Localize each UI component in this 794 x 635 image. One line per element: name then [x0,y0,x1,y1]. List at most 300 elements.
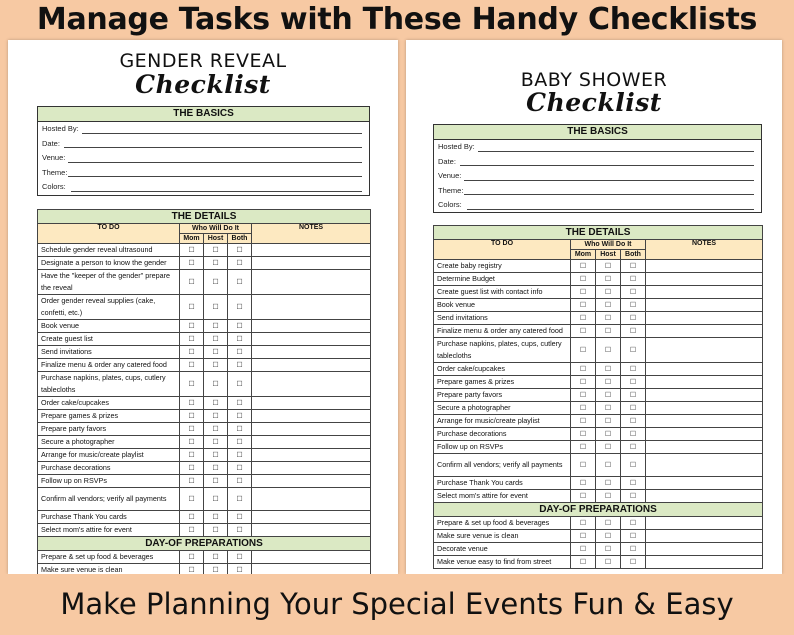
checkbox-both[interactable]: ☐ [621,415,646,428]
notes-cell[interactable] [252,436,371,449]
task-label: Confirm all vendors; verify all payments [434,454,571,477]
task-row [38,359,371,372]
task-label: Order cake/cupcakes [38,397,180,410]
checkbox-host[interactable]: ☐ [204,551,228,564]
task-row [434,543,763,556]
notes-cell[interactable] [646,402,763,415]
task-label: Select mom's attire for event [38,524,180,537]
column-notes: NOTES [646,240,763,260]
checkbox-both[interactable]: ☐ [228,410,252,423]
task-label: Prepare party favors [434,389,571,402]
task-row [434,338,763,363]
notes-cell[interactable] [252,359,371,372]
notes-cell[interactable] [252,511,371,524]
task-row [434,556,763,569]
checkbox-host[interactable]: ☐ [596,543,621,556]
task-row [434,517,763,530]
notes-cell[interactable] [252,320,371,333]
task-label: Order cake/cupcakes [434,363,571,376]
column-notes: NOTES [252,224,371,244]
notes-cell[interactable] [646,556,763,569]
checkbox-host[interactable]: ☐ [596,286,621,299]
task-label: Secure a photographer [38,436,180,449]
task-label: Select mom's attire for event [434,490,571,503]
task-label: Arrange for music/create playlist [434,415,571,428]
notes-cell[interactable] [252,475,371,488]
checkbox-both[interactable]: ☐ [228,397,252,410]
column-both: Both [621,250,646,260]
task-label: Prepare party favors [38,423,180,436]
notes-cell[interactable] [252,244,371,257]
checkbox-mom[interactable]: ☐ [180,551,204,564]
checkbox-host[interactable]: ☐ [204,295,228,320]
checkbox-both[interactable]: ☐ [621,260,646,273]
notes-cell[interactable] [646,312,763,325]
task-row [38,488,371,511]
task-label: Schedule gender reveal ultrasound [38,244,180,257]
notes-cell[interactable] [252,449,371,462]
checkbox-mom[interactable]: ☐ [571,454,596,477]
notes-cell[interactable] [646,286,763,299]
checkbox-host[interactable]: ☐ [204,397,228,410]
checkbox-mom[interactable]: ☐ [571,260,596,273]
task-row [434,325,763,338]
notes-cell[interactable] [252,257,371,270]
task-label: Create baby registry [434,260,571,273]
checkbox-host[interactable]: ☐ [596,490,621,503]
checkbox-host[interactable]: ☐ [204,564,228,575]
notes-cell[interactable] [646,490,763,503]
task-row [434,389,763,402]
checkbox-mom[interactable]: ☐ [180,270,204,295]
sheet-title-script: Checklist [526,88,662,117]
checkbox-mom[interactable]: ☐ [180,397,204,410]
notes-cell[interactable] [646,325,763,338]
notes-cell[interactable] [646,260,763,273]
notes-cell[interactable] [252,410,371,423]
details-table [433,225,763,569]
task-row [38,372,371,397]
checkbox-both[interactable]: ☐ [228,551,252,564]
notes-cell[interactable] [646,454,763,477]
task-row [38,436,371,449]
checkbox-mom[interactable]: ☐ [571,338,596,363]
task-label: Secure a photographer [434,402,571,415]
checkbox-mom[interactable]: ☐ [180,359,204,372]
task-row [38,449,371,462]
basics-field-label: Venue: [42,153,66,162]
checkbox-both[interactable]: ☐ [228,436,252,449]
checkbox-mom[interactable]: ☐ [571,325,596,338]
gender-reveal-checklist-sheet [8,40,398,574]
checkbox-host[interactable]: ☐ [596,338,621,363]
notes-cell[interactable] [252,295,371,320]
checkbox-host[interactable]: ☐ [596,389,621,402]
checkbox-host[interactable]: ☐ [596,415,621,428]
basics-field-label: Date: [438,156,456,166]
checkbox-host[interactable]: ☐ [204,524,228,537]
checkbox-mom[interactable]: ☐ [571,299,596,312]
checkbox-mom[interactable]: ☐ [571,389,596,402]
notes-cell[interactable] [646,543,763,556]
task-row [38,475,371,488]
task-label: Prepare games & prizes [434,376,571,389]
checkbox-mom[interactable]: ☐ [571,428,596,441]
checkbox-mom[interactable]: ☐ [180,346,204,359]
task-label: Send invitations [38,346,180,359]
checkbox-host[interactable]: ☐ [596,428,621,441]
checkbox-mom[interactable]: ☐ [180,257,204,270]
checkbox-host[interactable]: ☐ [204,333,228,346]
checkbox-both[interactable]: ☐ [621,441,646,454]
checkbox-mom[interactable]: ☐ [571,312,596,325]
task-row [434,428,763,441]
checkbox-both[interactable]: ☐ [621,363,646,376]
notes-cell[interactable] [252,524,371,537]
task-row [434,530,763,543]
checkbox-both[interactable]: ☐ [228,244,252,257]
basics-field-label: Theme: [438,185,464,195]
details-heading: THE DETAILS [434,226,763,240]
checkbox-mom[interactable]: ☐ [571,543,596,556]
task-row [434,260,763,273]
checkbox-mom[interactable]: ☐ [180,436,204,449]
checkbox-mom[interactable]: ☐ [571,517,596,530]
checkbox-host[interactable]: ☐ [204,257,228,270]
checkbox-both[interactable]: ☐ [621,299,646,312]
notes-cell[interactable] [252,551,371,564]
checkbox-both[interactable]: ☐ [228,359,252,372]
task-label: Purchase napkins, plates, cups, cutlery tablecloths [38,372,180,397]
checkbox-both[interactable]: ☐ [621,490,646,503]
column-mom: Mom [571,250,596,260]
checkbox-host[interactable]: ☐ [204,436,228,449]
checkbox-mom[interactable]: ☐ [180,462,204,475]
checkbox-both[interactable]: ☐ [228,475,252,488]
checkbox-both[interactable]: ☐ [621,517,646,530]
basics-field [38,137,369,152]
task-label: Order gender reveal supplies (cake, confetti, etc.) [38,295,180,320]
checkbox-host[interactable]: ☐ [204,372,228,397]
checkbox-host[interactable]: ☐ [204,359,228,372]
basics-field-label: Date: [42,138,60,148]
checkbox-both[interactable]: ☐ [228,320,252,333]
checkbox-mom[interactable]: ☐ [180,320,204,333]
checkbox-mom[interactable]: ☐ [180,449,204,462]
task-row [434,477,763,490]
task-row [38,511,371,524]
column-todo: TO DO [434,240,571,260]
task-label: Create guest list [38,333,180,346]
checkbox-host[interactable]: ☐ [596,517,621,530]
task-label: Create guest list with contact info [434,286,571,299]
checkbox-both[interactable]: ☐ [228,462,252,475]
checkbox-host[interactable]: ☐ [596,441,621,454]
checkbox-host[interactable]: ☐ [596,312,621,325]
checkbox-host[interactable]: ☐ [204,320,228,333]
checkbox-host[interactable]: ☐ [204,449,228,462]
basics-box [433,124,762,213]
notes-cell[interactable] [252,564,371,575]
sheet-title-script: Checklist [135,70,271,99]
details-heading: THE DETAILS [38,210,371,224]
task-label: Finalize menu & order any catered food [434,325,571,338]
checkbox-mom[interactable]: ☐ [180,295,204,320]
checkbox-both[interactable]: ☐ [621,389,646,402]
task-label: Make sure venue is clean [38,564,180,575]
footer-tagline: Make Planning Your Special Events Fun & Easy [0,574,794,635]
checkbox-host[interactable]: ☐ [596,325,621,338]
basics-heading: THE BASICS [434,125,761,140]
checkbox-both[interactable]: ☐ [621,543,646,556]
checkbox-both[interactable]: ☐ [621,402,646,415]
sheet-title: GENDER REVEAL [119,50,287,72]
dayof-heading: DAY-OF PREPARATIONS [38,537,371,551]
checkbox-both[interactable]: ☐ [228,423,252,436]
checkbox-host[interactable]: ☐ [596,477,621,490]
checkbox-both[interactable]: ☐ [228,564,252,575]
task-row [38,423,371,436]
task-row [434,376,763,389]
checkbox-both[interactable]: ☐ [228,372,252,397]
basics-field-line[interactable] [467,209,754,210]
notes-cell[interactable] [252,372,371,397]
basics-field [38,180,369,195]
task-label: Decorate venue [434,543,571,556]
notes-cell[interactable] [252,488,371,511]
checkbox-both[interactable]: ☐ [228,257,252,270]
notes-cell[interactable] [646,376,763,389]
column-who-will-do-it: Who Will Do It [180,224,252,234]
basics-box [37,106,370,196]
basics-field-line[interactable] [460,165,754,166]
basics-field-line[interactable] [68,176,362,177]
task-label: Have the "keeper of the gender" prepare the reveal [38,270,180,295]
task-label: Send invitations [434,312,571,325]
basics-field [38,166,369,181]
task-row [38,564,371,575]
task-label: Designate a person to know the gender [38,257,180,270]
checkbox-mom[interactable]: ☐ [180,475,204,488]
checkbox-both[interactable]: ☐ [621,530,646,543]
basics-field [434,140,761,155]
task-label: Finalize menu & order any catered food [38,359,180,372]
headline: Manage Tasks with These Handy Checklists [36,2,758,37]
checkbox-host[interactable]: ☐ [596,530,621,543]
task-label: Arrange for music/create playlist [38,449,180,462]
checkbox-mom[interactable]: ☐ [571,441,596,454]
task-row [38,551,371,564]
checkbox-host[interactable]: ☐ [204,462,228,475]
checkbox-mom[interactable]: ☐ [180,511,204,524]
task-row [434,454,763,477]
column-host: Host [596,250,621,260]
notes-cell[interactable] [646,338,763,363]
task-row [38,270,371,295]
task-label: Prepare games & prizes [38,410,180,423]
basics-field-line[interactable] [68,162,362,163]
notes-cell[interactable] [252,270,371,295]
task-row [434,441,763,454]
task-row [38,257,371,270]
checkbox-host[interactable]: ☐ [204,346,228,359]
checkbox-both[interactable]: ☐ [621,338,646,363]
checkbox-both[interactable]: ☐ [228,270,252,295]
checkbox-both[interactable]: ☐ [621,325,646,338]
task-label: Prepare & set up food & beverages [38,551,180,564]
task-row [434,363,763,376]
task-row [434,286,763,299]
checkbox-mom[interactable]: ☐ [571,556,596,569]
task-row [434,402,763,415]
checkbox-mom[interactable]: ☐ [180,410,204,423]
checkbox-both[interactable]: ☐ [228,511,252,524]
basics-field-label: Theme: [42,167,68,177]
basics-field [434,184,761,199]
task-label: Confirm all vendors; verify all payments [38,488,180,511]
notes-cell[interactable] [252,423,371,436]
checkbox-mom[interactable]: ☐ [571,363,596,376]
task-label: Purchase Thank You cards [434,477,571,490]
basics-field-line[interactable] [478,151,754,152]
basics-field [38,122,369,137]
checkbox-host[interactable]: ☐ [596,454,621,477]
notes-cell[interactable] [646,517,763,530]
checkbox-mom[interactable]: ☐ [571,415,596,428]
checkbox-both[interactable]: ☐ [228,333,252,346]
basics-field [434,169,761,184]
checkbox-host[interactable]: ☐ [204,244,228,257]
checkbox-host[interactable]: ☐ [204,410,228,423]
task-label: Follow up on RSVPs [434,441,571,454]
checkbox-both[interactable]: ☐ [228,488,252,511]
checkbox-mom[interactable]: ☐ [180,564,204,575]
checkbox-host[interactable]: ☐ [204,511,228,524]
notes-cell[interactable] [646,441,763,454]
task-label: Make sure venue is clean [434,530,571,543]
task-label: Purchase decorations [434,428,571,441]
task-label: Purchase Thank You cards [38,511,180,524]
task-row [434,415,763,428]
notes-cell[interactable] [646,273,763,286]
notes-cell[interactable] [646,299,763,312]
checkbox-host[interactable]: ☐ [596,556,621,569]
task-row [38,462,371,475]
basics-field-label: Colors: [438,200,462,209]
checkbox-mom[interactable]: ☐ [180,333,204,346]
checkbox-host[interactable]: ☐ [596,299,621,312]
notes-cell[interactable] [252,333,371,346]
checkbox-host[interactable]: ☐ [596,376,621,389]
basics-field-label: Hosted By: [438,142,475,151]
checkbox-mom[interactable]: ☐ [180,488,204,511]
task-label: Prepare & set up food & beverages [434,517,571,530]
checkbox-mom[interactable]: ☐ [571,273,596,286]
task-row [38,295,371,320]
checkbox-both[interactable]: ☐ [228,449,252,462]
checkbox-host[interactable]: ☐ [596,363,621,376]
checkbox-both[interactable]: ☐ [621,273,646,286]
checkbox-mom[interactable]: ☐ [571,477,596,490]
notes-cell[interactable] [646,389,763,402]
basics-field [434,155,761,170]
notes-cell[interactable] [252,397,371,410]
checkbox-both[interactable]: ☐ [621,477,646,490]
basics-field-line[interactable] [464,194,754,195]
checkbox-both[interactable]: ☐ [621,376,646,389]
checkbox-mom[interactable]: ☐ [180,423,204,436]
notes-cell[interactable] [646,477,763,490]
checkbox-host[interactable]: ☐ [204,423,228,436]
checkbox-host[interactable]: ☐ [204,475,228,488]
task-row [434,299,763,312]
basics-field-line[interactable] [71,191,362,192]
column-who-will-do-it: Who Will Do It [571,240,646,250]
checkbox-host[interactable]: ☐ [596,273,621,286]
checkbox-both[interactable]: ☐ [621,454,646,477]
task-label: Book venue [434,299,571,312]
checkbox-host[interactable]: ☐ [596,402,621,415]
basics-field-line[interactable] [82,133,362,134]
notes-cell[interactable] [252,462,371,475]
checkbox-mom[interactable]: ☐ [571,286,596,299]
checkbox-mom[interactable]: ☐ [571,402,596,415]
checkbox-mom[interactable]: ☐ [180,244,204,257]
dayof-heading: DAY-OF PREPARATIONS [434,503,763,517]
checkbox-both[interactable]: ☐ [621,556,646,569]
task-row [38,346,371,359]
checkbox-mom[interactable]: ☐ [571,376,596,389]
checkbox-both[interactable]: ☐ [228,295,252,320]
notes-cell[interactable] [646,363,763,376]
task-row [434,490,763,503]
task-label: Follow up on RSVPs [38,475,180,488]
task-label: Determine Budget [434,273,571,286]
checkbox-both[interactable]: ☐ [621,312,646,325]
checkbox-both[interactable]: ☐ [621,428,646,441]
task-label: Book venue [38,320,180,333]
checkbox-mom[interactable]: ☐ [180,524,204,537]
basics-field [38,151,369,166]
task-row [38,244,371,257]
checkbox-mom[interactable]: ☐ [571,530,596,543]
basics-field-line[interactable] [464,180,754,181]
checkbox-host[interactable]: ☐ [204,270,228,295]
checkbox-host[interactable]: ☐ [204,488,228,511]
checkbox-both[interactable]: ☐ [621,286,646,299]
task-row [38,397,371,410]
notes-cell[interactable] [646,428,763,441]
notes-cell[interactable] [252,346,371,359]
details-table [37,209,371,574]
checkbox-mom[interactable]: ☐ [571,490,596,503]
column-both: Both [228,234,252,244]
checkbox-both[interactable]: ☐ [228,346,252,359]
checkbox-host[interactable]: ☐ [596,260,621,273]
column-host: Host [204,234,228,244]
task-label: Make venue easy to find from street [434,556,571,569]
checkbox-mom[interactable]: ☐ [180,372,204,397]
basics-field-line[interactable] [64,147,362,148]
task-label: Purchase decorations [38,462,180,475]
task-row [434,273,763,286]
basics-field-label: Hosted By: [42,124,79,133]
checkbox-both[interactable]: ☐ [228,524,252,537]
basics-field-label: Venue: [438,171,462,180]
task-row [38,320,371,333]
notes-cell[interactable] [646,415,763,428]
notes-cell[interactable] [646,530,763,543]
